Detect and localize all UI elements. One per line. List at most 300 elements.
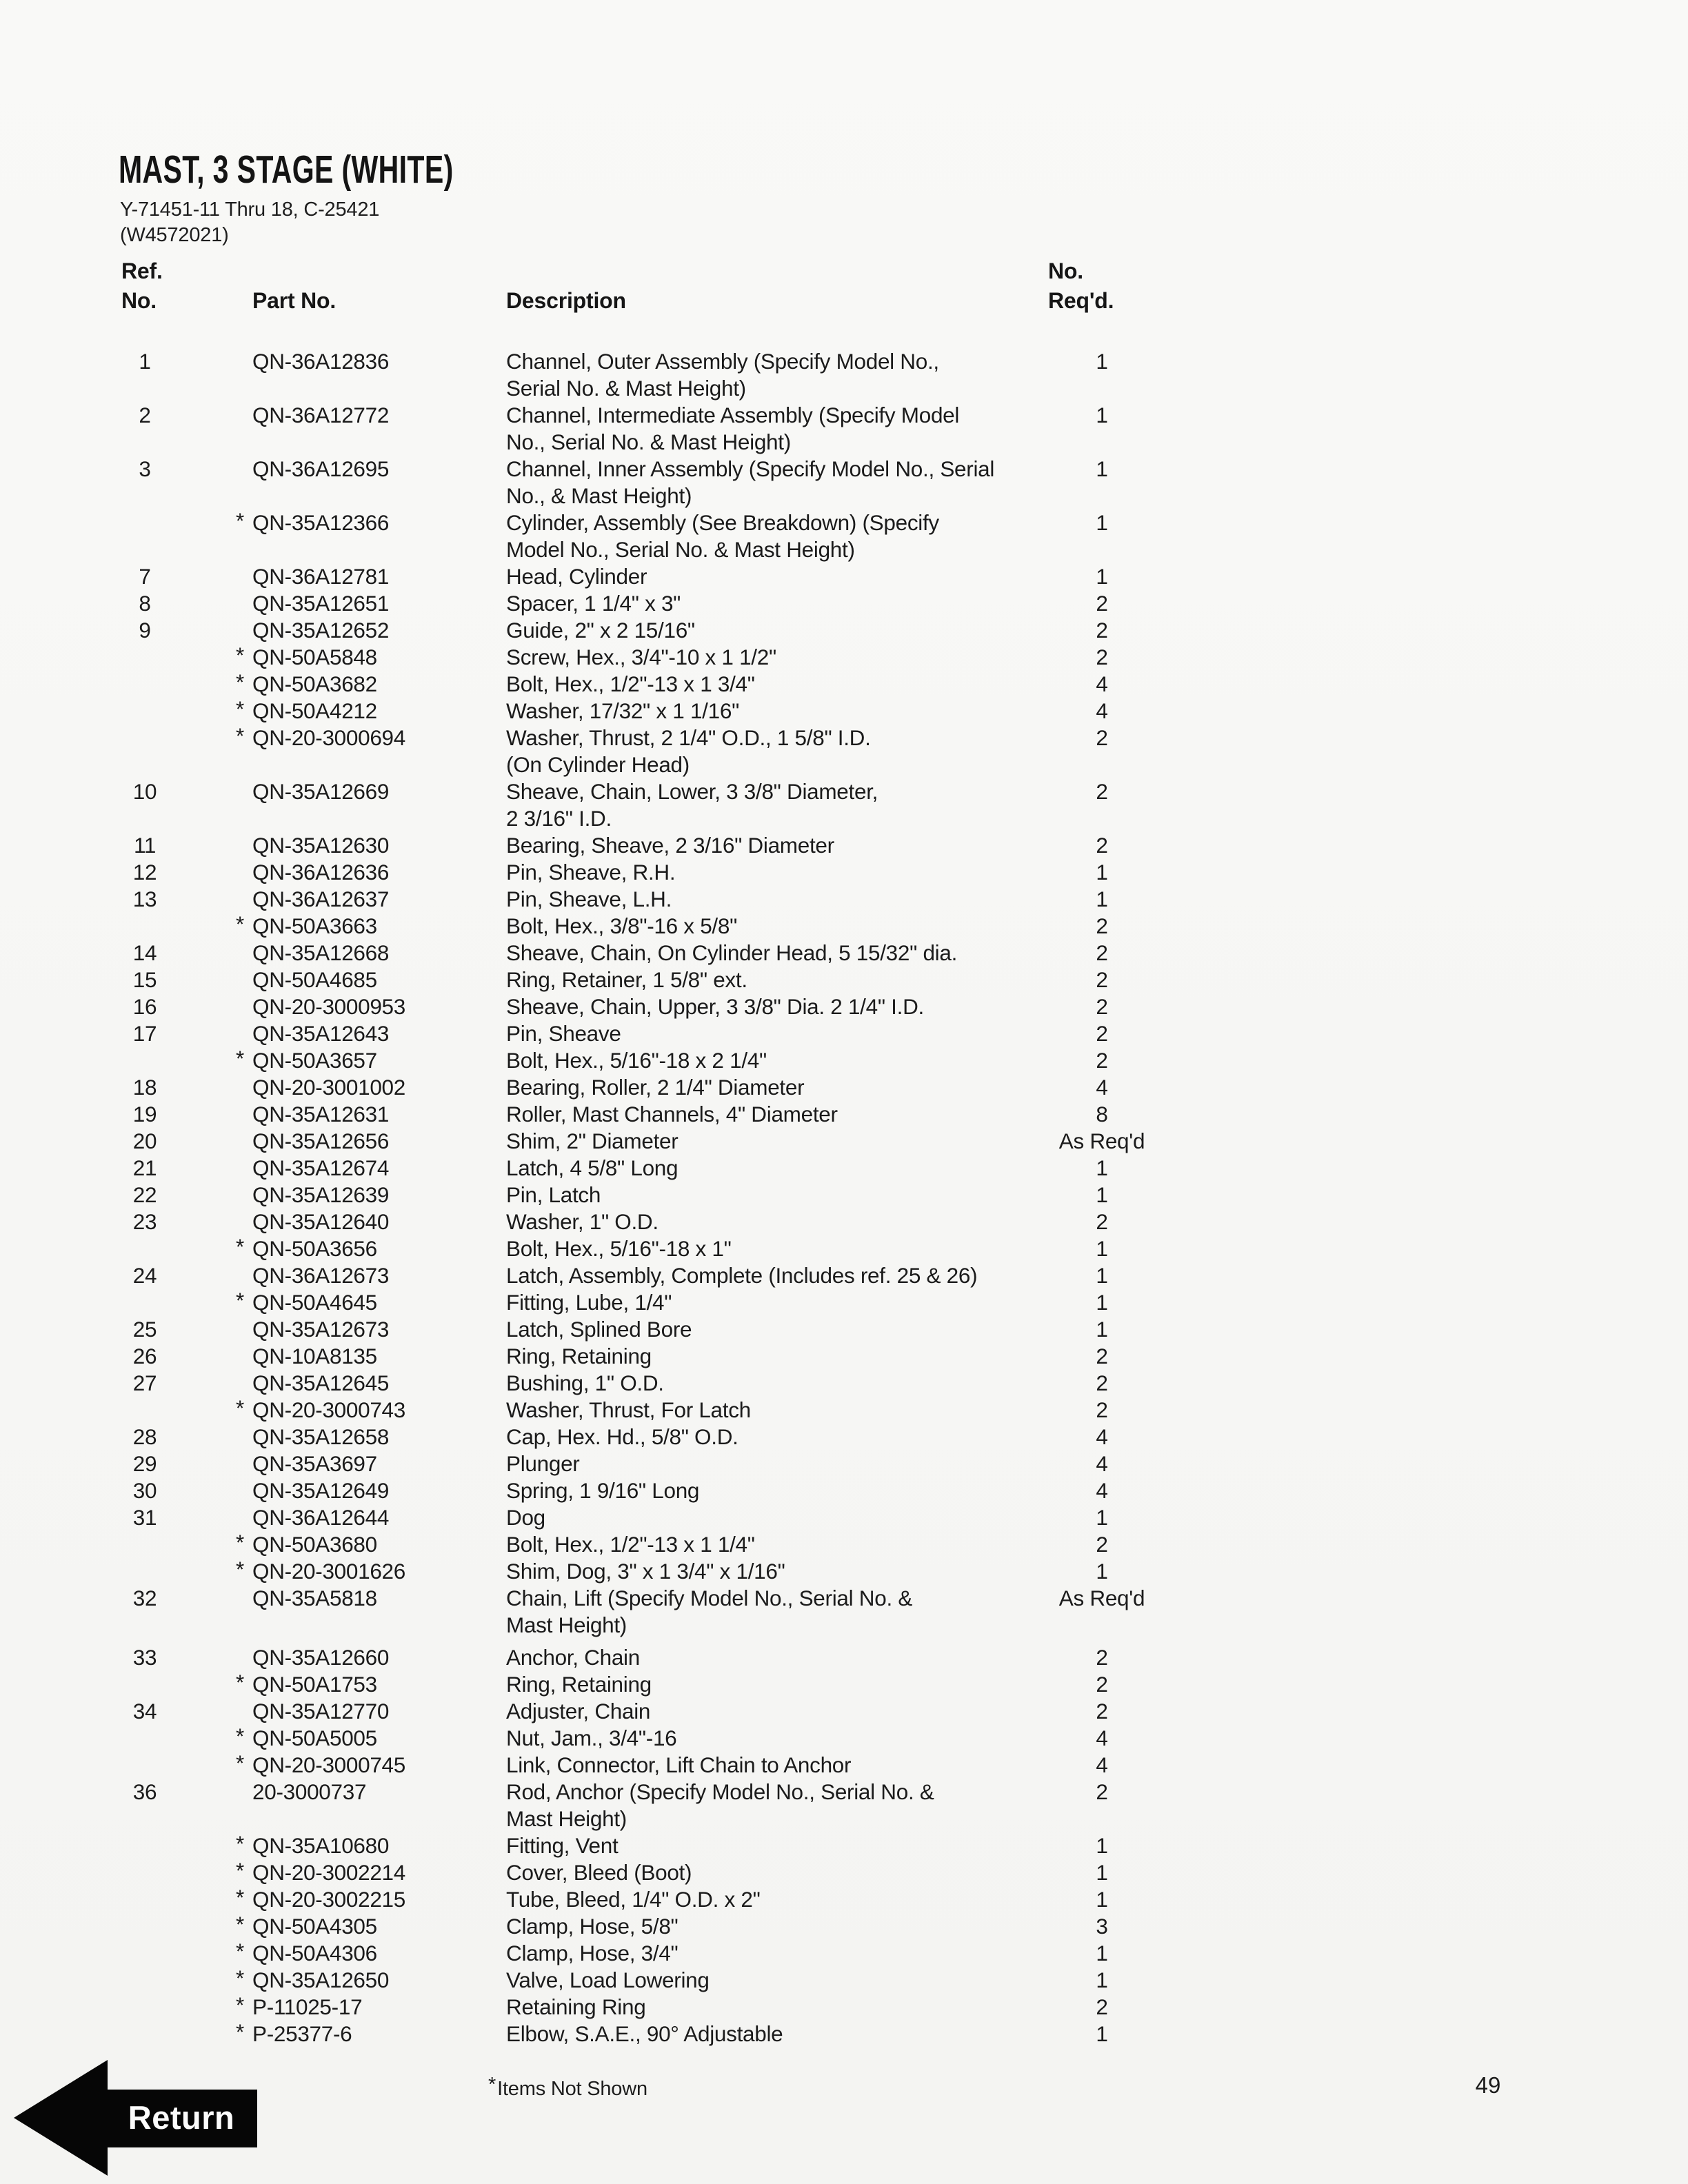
description-line: Ring, Retaining — [506, 1344, 652, 1368]
description-line: Head, Cylinder — [506, 564, 647, 589]
qty-cell: 2 — [1096, 1344, 1108, 1368]
part-no-cell — [236, 508, 390, 536]
qty-cell: 4 — [1096, 1478, 1108, 1503]
ref-no-cell — [116, 1832, 174, 1859]
part-no-cell — [252, 778, 389, 805]
part-no-text: QN-50A4212 — [252, 698, 377, 723]
table-row — [0, 1886, 1688, 1913]
description-line: Mast Height) — [506, 1806, 627, 1831]
description-line: Clamp, Hose, 5/8" — [506, 1914, 679, 1939]
ref-no-cell: 20 — [132, 1129, 157, 1153]
footnote-asterisk: * — [488, 2074, 496, 2096]
ref-no-cell — [116, 1859, 174, 1886]
table-row — [0, 1316, 1688, 1343]
description-line: (On Cylinder Head) — [506, 752, 690, 777]
not-shown-asterisk: * — [236, 1885, 244, 1910]
table-row — [0, 1859, 1688, 1886]
table-row — [0, 1155, 1688, 1182]
not-shown-asterisk: * — [236, 1831, 244, 1856]
description-line: Pin, Sheave — [506, 1021, 621, 1046]
qty-cell: 4 — [1096, 1075, 1108, 1100]
part-no-text: QN-35A12674 — [252, 1155, 390, 1180]
part-no-text: QN-36A12781 — [252, 564, 390, 589]
table-row — [0, 1343, 1688, 1370]
part-no-cell — [252, 1450, 377, 1477]
part-no-cell — [252, 1101, 389, 1128]
ref-no-cell — [116, 1886, 174, 1913]
not-shown-asterisk: * — [236, 1750, 244, 1775]
qty-cell: 1 — [1096, 510, 1108, 535]
ref-no-cell: 16 — [132, 994, 157, 1019]
qty-cell: 1 — [1096, 1559, 1108, 1584]
table-row — [0, 1047, 1688, 1074]
description-line: Ring, Retaining — [506, 1672, 652, 1697]
table-row — [0, 1967, 1688, 1994]
table-row — [0, 348, 1688, 402]
part-no-text: QN-35A3697 — [252, 1451, 377, 1476]
qty-cell: 2 — [1096, 618, 1108, 643]
ref-no-cell: 32 — [132, 1586, 157, 1610]
ref-no-cell: 23 — [132, 1209, 157, 1234]
not-shown-asterisk: * — [236, 1858, 244, 1883]
table-row — [0, 1558, 1688, 1585]
description-line: Washer, Thrust, For Latch — [506, 1397, 751, 1422]
ref-no-cell: 34 — [132, 1699, 157, 1723]
qty-cell: 2 — [1096, 1779, 1108, 1804]
part-no-text: QN-35A12631 — [252, 1102, 390, 1126]
ref-no-cell — [116, 1940, 174, 1967]
table-row — [0, 1698, 1688, 1725]
description-line: Bolt, Hex., 5/16"-18 x 1" — [506, 1236, 732, 1261]
part-no-text: QN-35A12673 — [252, 1317, 390, 1342]
model-code-line1: Y-71451-11 Thru 18, C-25421 — [120, 199, 380, 221]
description-line: Valve, Load Lowering — [506, 1968, 710, 1992]
ref-no-cell: 22 — [132, 1182, 157, 1207]
part-no-text: QN-50A1753 — [252, 1672, 377, 1697]
ref-no-cell — [116, 644, 174, 671]
not-shown-asterisk: * — [236, 1965, 244, 1990]
description-line: No., & Mast Height) — [506, 483, 692, 508]
part-no-text: QN-35A12770 — [252, 1699, 390, 1723]
not-shown-asterisk: * — [236, 1939, 244, 1963]
part-no-cell — [236, 1670, 377, 1698]
table-row — [0, 1182, 1688, 1209]
ref-no-cell: 15 — [132, 967, 157, 992]
ref-no-cell: 8 — [139, 591, 151, 616]
qty-cell: 1 — [1096, 403, 1108, 427]
not-shown-asterisk: * — [236, 1234, 244, 1259]
qty-cell: 1 — [1096, 1968, 1108, 1992]
table-row — [0, 1832, 1688, 1859]
table-row — [0, 402, 1688, 456]
part-no-text: QN-35A12658 — [252, 1424, 390, 1449]
part-no-text: QN-50A4306 — [252, 1941, 377, 1965]
description-line: Bearing, Roller, 2 1/4" Diameter — [506, 1075, 805, 1100]
ref-no-cell — [116, 1994, 174, 2021]
part-no-cell — [252, 590, 389, 617]
qty-cell: 1 — [1096, 456, 1108, 481]
description-line: Fitting, Lube, 1/4" — [506, 1290, 672, 1315]
table-row — [0, 1450, 1688, 1477]
part-no-text: QN-36A12772 — [252, 403, 390, 427]
part-no-text: QN-35A12650 — [252, 1968, 390, 1992]
not-shown-asterisk: * — [236, 1992, 244, 2017]
ref-no-cell: 26 — [132, 1344, 157, 1368]
footnote-text: Items Not Shown — [497, 2078, 647, 2100]
part-no-cell — [236, 1912, 377, 1940]
description-line: Mast Height) — [506, 1612, 627, 1637]
ref-no-cell: 7 — [139, 564, 151, 589]
description-line: Bolt, Hex., 1/2"-13 x 1 1/4" — [506, 1532, 755, 1557]
qty-cell: As Req'd — [1058, 1129, 1145, 1153]
ref-no-cell — [116, 2021, 174, 2048]
part-no-cell — [236, 1046, 377, 1074]
ref-no-cell — [116, 1967, 174, 1994]
part-no-cell — [236, 1530, 377, 1558]
ref-no-cell: 1 — [139, 349, 151, 374]
description-line: Cylinder, Assembly (See Breakdown) (Specify — [506, 510, 939, 535]
table-row — [0, 1585, 1688, 1639]
table-row — [0, 698, 1688, 725]
part-no-text: QN-35A12643 — [252, 1021, 390, 1046]
qty-cell: 1 — [1096, 887, 1108, 911]
qty-cell: 2 — [1096, 1397, 1108, 1422]
part-no-cell — [252, 1155, 389, 1182]
table-row — [0, 617, 1688, 644]
description-line: Guide, 2" x 2 15/16" — [506, 618, 695, 643]
part-no-text: QN-50A4305 — [252, 1914, 377, 1939]
part-no-cell — [236, 1395, 405, 1424]
part-no-cell — [252, 1316, 389, 1343]
description-line: Pin, Sheave, L.H. — [506, 887, 672, 911]
not-shown-asterisk: * — [236, 1395, 244, 1420]
part-no-cell — [236, 643, 377, 671]
part-no-text: QN-50A5005 — [252, 1726, 377, 1750]
table-row — [0, 1644, 1688, 1671]
part-no-cell — [236, 1557, 405, 1585]
description-line: Bushing, 1" O.D. — [506, 1371, 664, 1395]
part-no-cell — [252, 993, 405, 1020]
part-no-text: QN-35A12656 — [252, 1129, 390, 1153]
ref-no-cell: 3 — [139, 456, 151, 481]
part-no-cell — [252, 1504, 389, 1531]
part-no-text: QN-36A12836 — [252, 349, 390, 374]
table-row — [0, 1209, 1688, 1235]
ref-no-cell: 31 — [132, 1505, 157, 1530]
description-line: Latch, Assembly, Complete (Includes ref. 25 & 26) — [506, 1263, 978, 1288]
not-shown-asterisk: * — [236, 1557, 244, 1581]
table-row — [0, 1940, 1688, 1967]
part-no-cell — [252, 1644, 389, 1671]
part-no-cell — [252, 1343, 377, 1370]
ref-no-cell: 17 — [132, 1021, 157, 1046]
part-no-text: QN-35A12660 — [252, 1645, 390, 1670]
table-row — [0, 2021, 1688, 2048]
not-shown-asterisk: * — [236, 508, 244, 533]
not-shown-asterisk: * — [236, 1530, 244, 1555]
qty-cell: 2 — [1096, 1021, 1108, 1046]
description-line: Bolt, Hex., 1/2"-13 x 1 3/4" — [506, 671, 755, 696]
part-no-cell — [252, 886, 389, 913]
part-no-text: QN-50A3663 — [252, 913, 377, 938]
ref-no-cell — [116, 913, 174, 940]
qty-cell: 1 — [1096, 564, 1108, 589]
qty-cell: 8 — [1096, 1102, 1108, 1126]
description-line: Rod, Anchor (Specify Model No., Serial No. & — [506, 1779, 934, 1804]
part-no-cell — [236, 1234, 377, 1262]
description-line: Spring, 1 9/16" Long — [506, 1478, 700, 1503]
table-row — [0, 940, 1688, 967]
qty-cell: 2 — [1096, 1699, 1108, 1723]
qty-cell: 1 — [1096, 860, 1108, 884]
description-line: Latch, 4 5/8" Long — [506, 1155, 679, 1180]
description-line: Pin, Latch — [506, 1182, 601, 1207]
ref-no-cell: 2 — [139, 403, 151, 427]
not-shown-asterisk: * — [236, 1288, 244, 1313]
page-title: MAST, 3 STAGE (WHITE) — [119, 148, 454, 192]
table-row — [0, 1397, 1688, 1424]
description-line: Elbow, S.A.E., 90° Adjustable — [506, 2021, 783, 2046]
table-row — [0, 1262, 1688, 1289]
description-line: Tube, Bleed, 1/4" O.D. x 2" — [506, 1887, 761, 1912]
part-no-cell — [252, 832, 389, 859]
qty-cell: 2 — [1096, 779, 1108, 804]
part-no-cell — [252, 402, 389, 429]
qty-cell: 3 — [1096, 1914, 1108, 1939]
part-no-cell — [236, 1939, 377, 1967]
qty-cell: 1 — [1096, 2021, 1108, 2046]
table-row — [0, 590, 1688, 617]
table-row — [0, 1531, 1688, 1558]
qty-cell: 2 — [1096, 1048, 1108, 1073]
part-no-cell — [252, 967, 377, 993]
table-row — [0, 1913, 1688, 1940]
qty-cell: 1 — [1096, 349, 1108, 374]
qty-cell: 2 — [1096, 645, 1108, 669]
part-no-text: QN-36A12644 — [252, 1505, 390, 1530]
qty-cell: 4 — [1096, 1451, 1108, 1476]
part-no-cell — [252, 1370, 389, 1397]
description-line: Anchor, Chain — [506, 1645, 640, 1670]
description-line: Nut, Jam., 3/4"-16 — [506, 1726, 677, 1750]
part-no-cell — [252, 1424, 389, 1450]
part-no-text: QN-36A12637 — [252, 887, 390, 911]
part-no-text: P-25377-6 — [252, 2021, 352, 2046]
table-row — [0, 1671, 1688, 1698]
ref-no-cell — [116, 1558, 174, 1585]
part-no-cell — [236, 2019, 352, 2048]
part-no-cell — [236, 696, 377, 725]
part-no-text: QN-35A12669 — [252, 779, 390, 804]
table-row — [0, 1235, 1688, 1262]
description-line: Spacer, 1 1/4" x 3" — [506, 591, 681, 616]
part-no-text: QN-20-3002215 — [252, 1887, 405, 1912]
part-no-cell — [236, 1885, 405, 1913]
table-row — [0, 1020, 1688, 1047]
part-no-text: QN-35A12649 — [252, 1478, 390, 1503]
not-shown-asterisk: * — [236, 669, 244, 694]
description-line: Model No., Serial No. & Mast Height) — [506, 537, 855, 562]
qty-cell: 1 — [1096, 1263, 1108, 1288]
model-code-block — [120, 197, 379, 248]
qty-cell: 2 — [1096, 1532, 1108, 1557]
table-row — [0, 886, 1688, 913]
description-line: Washer, 1" O.D. — [506, 1209, 659, 1234]
ref-no-cell — [116, 1725, 174, 1752]
table-row — [0, 563, 1688, 590]
qty-cell: As Req'd — [1058, 1586, 1145, 1610]
description-line: 2 3/16" I.D. — [506, 806, 612, 831]
not-shown-asterisk: * — [236, 2019, 244, 2044]
table-row — [0, 1477, 1688, 1504]
part-no-text: P-11025-17 — [252, 1994, 363, 2019]
ref-no-cell: 29 — [132, 1451, 157, 1476]
part-no-cell — [252, 1779, 366, 1806]
not-shown-asterisk: * — [236, 1723, 244, 1748]
part-no-cell — [252, 563, 389, 590]
part-no-text: QN-50A3656 — [252, 1236, 377, 1261]
table-row — [0, 1994, 1688, 2021]
ref-no-column-header: Ref. No. — [121, 259, 163, 313]
description-line: Bearing, Sheave, 2 3/16" Diameter — [506, 833, 834, 858]
ref-no-cell — [116, 1531, 174, 1558]
description-line: Shim, Dog, 3" x 1 3/4" x 1/16" — [506, 1559, 785, 1584]
ref-no-cell: 24 — [132, 1263, 157, 1288]
table-row — [0, 1779, 1688, 1832]
ref-no-cell — [116, 1235, 174, 1262]
part-no-cell — [252, 1074, 405, 1101]
qty-cell: 4 — [1096, 671, 1108, 696]
description-line: Sheave, Chain, Upper, 3 3/8" Dia. 2 1/4" I.D. — [506, 994, 924, 1019]
part-no-text: QN-36A12673 — [252, 1263, 390, 1288]
part-no-cell — [252, 1262, 389, 1289]
table-row — [0, 1504, 1688, 1531]
qty-cell: 1 — [1096, 1941, 1108, 1965]
description-line: Cover, Bleed (Boot) — [506, 1860, 692, 1885]
qty-cell: 4 — [1096, 1424, 1108, 1449]
ref-no-cell: 12 — [132, 860, 157, 884]
part-no-cell — [252, 1182, 389, 1209]
part-no-cell — [252, 1698, 389, 1725]
table-row — [0, 1101, 1688, 1128]
table-row — [0, 1128, 1688, 1155]
table-row — [0, 1289, 1688, 1316]
description-line: Dog — [506, 1505, 545, 1530]
return-button[interactable] — [14, 2060, 257, 2176]
part-no-text: QN-35A5818 — [252, 1586, 377, 1610]
ref-no-cell — [116, 671, 174, 698]
part-no-text: QN-50A4645 — [252, 1290, 377, 1315]
qty-cell: 1 — [1096, 1887, 1108, 1912]
ref-no-cell: 28 — [132, 1424, 157, 1449]
part-no-text: QN-35A12630 — [252, 833, 390, 858]
table-row — [0, 913, 1688, 940]
ref-no-cell — [116, 509, 174, 536]
part-no-text: QN-50A4685 — [252, 967, 377, 992]
description-line: Channel, Inner Assembly (Specify Model No., Serial — [506, 456, 995, 481]
part-no-cell — [236, 1288, 377, 1316]
not-shown-asterisk: * — [236, 1912, 244, 1937]
description-line: Serial No. & Mast Height) — [506, 376, 746, 401]
part-no-cell — [236, 723, 405, 751]
not-shown-asterisk: * — [236, 696, 244, 721]
not-shown-asterisk: * — [236, 1046, 244, 1071]
part-no-cell — [236, 1858, 405, 1886]
description-line: Roller, Mast Channels, 4" Diameter — [506, 1102, 838, 1126]
part-no-cell — [252, 859, 389, 886]
part-no-cell — [252, 348, 389, 375]
qty-cell: 1 — [1096, 1182, 1108, 1207]
qty-cell: 2 — [1096, 940, 1108, 965]
qty-cell: 1 — [1096, 1290, 1108, 1315]
table-row — [0, 644, 1688, 671]
not-shown-asterisk: * — [236, 643, 244, 667]
ref-no-cell — [116, 1752, 174, 1779]
table-row — [0, 967, 1688, 993]
table-row — [0, 778, 1688, 832]
part-no-text: QN-36A12695 — [252, 456, 390, 481]
part-no-cell — [236, 1965, 390, 1994]
part-no-cell — [236, 1723, 377, 1752]
description-line: Channel, Intermediate Assembly (Specify Model — [506, 403, 960, 427]
part-no-cell — [252, 456, 389, 483]
return-button-label: Return — [106, 2090, 257, 2147]
part-no-text: QN-35A12640 — [252, 1209, 390, 1234]
part-no-text: QN-35A10680 — [252, 1833, 390, 1858]
part-no-text: QN-35A12651 — [252, 591, 390, 616]
ref-no-cell — [116, 1289, 174, 1316]
description-line: Washer, Thrust, 2 1/4" O.D., 1 5/8" I.D. — [506, 725, 871, 750]
qty-cell: 2 — [1096, 1672, 1108, 1697]
part-no-text: QN-20-3002214 — [252, 1860, 405, 1885]
part-no-cell — [236, 911, 377, 940]
part-no-cell — [252, 1477, 389, 1504]
ref-no-cell: 13 — [132, 887, 157, 911]
qty-cell: 2 — [1096, 967, 1108, 992]
part-no-text: QN-20-3000694 — [252, 725, 405, 750]
table-row — [0, 1424, 1688, 1450]
part-no-text: QN-35A12668 — [252, 940, 390, 965]
part-no-text: QN-35A12645 — [252, 1371, 390, 1395]
ref-no-cell: 18 — [132, 1075, 157, 1100]
qty-cell: 4 — [1096, 1752, 1108, 1777]
qty-cell: 1 — [1096, 1505, 1108, 1530]
qty-cell: 2 — [1096, 1209, 1108, 1234]
ref-no-cell — [116, 1671, 174, 1698]
not-shown-asterisk: * — [236, 1670, 244, 1695]
model-code-line2: (W4572021) — [120, 224, 229, 246]
part-no-cell — [236, 1831, 390, 1859]
part-no-cell — [252, 1020, 389, 1047]
description-line: Pin, Sheave, R.H. — [506, 860, 676, 884]
ref-no-cell: 11 — [133, 833, 157, 858]
part-no-text: QN-20-3001002 — [252, 1075, 405, 1100]
table-row — [0, 509, 1688, 563]
part-no-text: QN-20-3000953 — [252, 994, 405, 1019]
table-row — [0, 725, 1688, 778]
table-row — [0, 1725, 1688, 1752]
part-no-text: QN-36A12636 — [252, 860, 390, 884]
ref-no-cell: 25 — [132, 1317, 157, 1342]
part-no-text: QN-35A12652 — [252, 618, 390, 643]
part-no-cell — [236, 1992, 363, 2021]
table-row — [0, 993, 1688, 1020]
table-row — [0, 859, 1688, 886]
qty-cell: 2 — [1096, 1994, 1108, 2019]
part-no-cell — [252, 1128, 389, 1155]
description-line: Sheave, Chain, Lower, 3 3/8" Diameter, — [506, 779, 878, 804]
description-line: Shim, 2" Diameter — [506, 1129, 679, 1153]
